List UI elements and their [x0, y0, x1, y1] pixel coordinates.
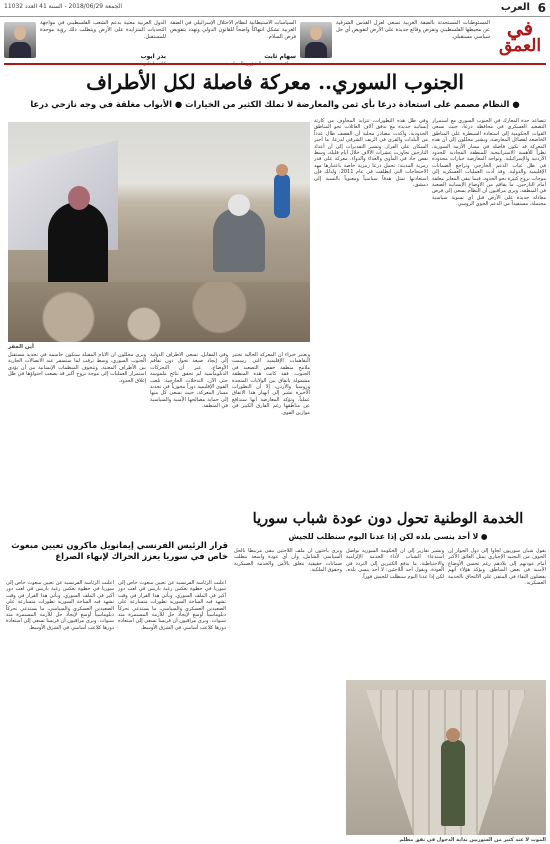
- author-portrait: [4, 22, 36, 58]
- story2-photo: [346, 680, 546, 835]
- story2-column-3: ويرى باحثون أن ملف اللاجئين يبقى مرتبطاً بالحل السياسي الشامل، وأن أي عودة واسعة تتطلب ضمانات حقيقية تتعلق بالأمن والخدمة العسكرية وحقوق الملكية.: [234, 548, 342, 574]
- top-block-2: [168, 18, 332, 62]
- issue-line: الجمعة 2018/06/29 - السنة 41 العدد 11032: [4, 3, 122, 10]
- page-number: 6: [537, 1, 546, 15]
- side-story: [6, 540, 228, 574]
- story2-photo-caption: الموت لا عند كثير من السوريين بداية الدخول في نفق مظلم: [399, 837, 546, 843]
- side-headline: قرار الرئيس الفرنسي إيمانويل ماكرون تعيين مبعوث خاص في سوريا يعزز الحراك لإنهاء الصراع: [11, 540, 228, 561]
- story2-column-2: وتشير تقارير إلى أن الحكومة السورية تواصل استدعاء الشباب لأداء الخدمة الإلزامية والاحتياطية، ما يدفع الكثيرين إلى التردد في العودة. ويقول أحد اللاجئين: لا أحد ينسى بلده، لكن إذا عدنا اليوم سنطلب للجيش فوراً.: [346, 548, 444, 580]
- top-block-text: السياسات الاستيطانية لنظام الاحتلال الإسرائيلي في الضفة الغربية تشكل انتهاكاً واضحاً للقانون الدولي وتهدد بتقويض فرص السلام.: [170, 20, 296, 40]
- article-column-3: ويعتبر خبراء أن المعركة الحالية تختبر التفاهمات الإقليمية التي رسمت ملامح منطقة خفض التصعيد في الجنوب. فقد كانت هذه المنطقة مشمولة باتفاق بين الولايات المتحدة وروسيا والأردن، إلا أن التطورات الأخيرة تشير إلى انهيار هذا الاتفاق عملياً. وتؤكد المعارضة أنها ستدافع عن مناطقها رغم الفارق الكبير في موازين القوى.: [232, 352, 310, 416]
- photo-child: [274, 174, 290, 218]
- article-column-2: وفي ظل هذه التطورات، تتزايد المخاوف من كارثة إنسانية جديدة مع تدفق آلاف العائلات نحو المناطق الحدودية. وأكدت مصادر محلية أن القصف طال عدداً من البلدات والقرى في الريف الشرقي لدرعا، ما أجبر السكان على الفرار. وتشير التقديرات إلى أن أعداد النازحين تجاوزت عشرات الآلاف خلال أيام قليلة، وسط نقص حاد في المأوى والغذاء والدواء. معركة على قدر رمزية المدينة: تحمل درعا رمزية خاصة باعتبارها مهد الاحتجاجات التي انطلقت في عام 2011، ولذلك فإن استعادتها تمثل هدفاً سياسياً ومعنوياً بالنسبة إلى دمشق.: [314, 118, 428, 189]
- article-column-1: تتصاعد حدة المعارك في الجنوب السوري مع استمرار التصعيد العسكري في محافظة درعا، حيث تسعى القوات الحكومية إلى استعادة السيطرة على المناطق الخاضعة لفصائل المعارضة. ويشير محللون إلى أن هذه المعركة قد تكون فاصلة في مسار الأزمة السورية، نظراً للأهمية الاستراتيجية للمنطقة المحاذية للحدود الأردنية والإسرائيلية. وتواجه المعارضة خيارات محدودة في ظل غياب الدعم الخارجي وتراجع الضمانات الإقليمية والدولية. وقد أدت العمليات العسكرية إلى موجات نزوح كبيرة نحو الحدود، فيما تبقى المعابر مغلقة أمام النازحين، ما يفاقم من الأوضاع الإنسانية الصعبة في المنطقة. ويرى مراقبون أن النظام يسعى إلى فرض معادلة جديدة على الأرض قبل أي تسوية سياسية محتملة، مستفيداً من الدعم الجوي الروسي.: [432, 118, 546, 208]
- top-block-text: الدول العربية معنية بدعم الشعب الفلسطيني في مواجهة التحديات المتزايدة على الأرض ويتطلب ذلك رؤية موحدة للمستقبل.: [40, 20, 166, 40]
- top-columns: [4, 18, 490, 62]
- story2-headline: الخدمة الوطنية تحول دون عودة شباب سوريا: [252, 510, 524, 527]
- photo-man: [213, 208, 265, 272]
- top-block-3: [4, 18, 166, 62]
- section-logo: [496, 18, 544, 55]
- side-column-2: أعلنت الرئاسة الفرنسية عن تعيين مبعوث خاص إلى سوريا في خطوة تعكس رغبة باريس في لعب دور أكبر في الملف السوري. ويأتي هذا القرار في وقت تشهد فيه الساحة السورية تطورات متسارعة على الصعيدين العسكري والسياسي، ما يستدعي تحركاً دبلوماسياً أوسع لإيجاد حل للأزمة المستمرة منذ سنوات. ويرى مراقبون أن فرنسا تسعى إلى استعادة دورها كلاعب أساسي في الشرق الأوسط.: [6, 580, 114, 631]
- photo-caption: أين المفر: [8, 344, 34, 350]
- photo-soldier-head: [446, 728, 460, 742]
- story2-subhead: ● لا أحد ينسى بلده لكن إذا عدنا اليوم سنطلب للجيش: [288, 532, 488, 541]
- photo-woman-head: [68, 186, 90, 210]
- section-logo-line2: العمق: [498, 36, 542, 56]
- section-logo-line1: في: [506, 16, 534, 40]
- article-column-5: ويرى محللون أن الأيام المقبلة ستكون حاسمة في تحديد مستقبل الجنوب السوري، وسط ترقب لما ستسفر عنه الاتصالات الجارية بين الأطراف المعنية. وتتخوف المنظمات الإنسانية من أن يؤدي استمرار العمليات إلى موجة نزوح أكبر قد يصعب احتواؤها في ظل إغلاق الحدود.: [8, 352, 146, 384]
- main-subhead: ● النظام مصمم على استعادة درعا بأي ثمن والمعارضة لا تملك الكثير من الخيارات ● الأبواب مغلقة في وجه نازحي درعا: [30, 99, 520, 109]
- photo-man-head: [228, 194, 250, 216]
- article-column-4: وفي المقابل، تسعى الأطراف الدولية إلى إيجاد صيغة تحول دون تفاقم الأوضاع، غير أن التحركات الدبلوماسية لم تحقق نتائج ملموسة حتى الآن. التدخلات الخارجية: تلعب القوى الإقليمية دوراً محورياً في تحديد مسار المعركة، حيث تسعى كل منها إلى حماية مصالحها الأمنية والسياسية في المنطقة.: [150, 352, 228, 410]
- top-bar: [0, 0, 550, 17]
- side-column-1: أعلنت الرئاسة الفرنسية عن تعيين مبعوث خاص إلى سوريا في خطوة تعكس رغبة باريس في لعب دور أكبر في الملف السوري. ويأتي هذا القرار في وقت تشهد فيه الساحة السورية تطورات متسارعة على الصعيدين العسكري والسياسي، ما يستدعي تحركاً دبلوماسياً أوسع لإيجاد حل للأزمة المستمرة منذ سنوات. ويرى مراقبون أن فرنسا تسعى إلى استعادة دورها كلاعب أساسي في الشرق الأوسط.: [118, 580, 226, 631]
- story2-column-1: يقول شبان سوريون لجأوا إلى دول الجوار إن الخوف من التجنيد الإجباري يمثل العائق الأكبر أمام عودتهم إلى بلادهم رغم تحسن الأوضاع الأمنية في بعض المناطق. ويؤكد هؤلاء أنهم يفضلون البقاء في المنفى على الالتحاق بالخدمة العسكرية.: [448, 548, 546, 587]
- top-block-text: المستوطنات المستحدثة بالضفة الغربية تسعى لعزل القدس الشرقية عن محيطها الفلسطيني وتفرض وقائع جديدة على الأرض لتقويض أي حل سياسي مستقبلي.: [336, 20, 490, 40]
- red-rule: [4, 63, 546, 65]
- author-portrait: [300, 22, 332, 58]
- author-name: سهام ثابت: [264, 53, 296, 60]
- photo-rocks: [8, 282, 310, 342]
- photo-child-head: [276, 164, 288, 176]
- main-headline: الجنوب السوري.. معركة فاصلة لكل الأطراف: [86, 70, 464, 94]
- main-photo: [8, 122, 310, 342]
- top-block-1: [334, 18, 490, 62]
- photo-soldier: [441, 740, 465, 826]
- masthead: العرب: [500, 2, 530, 13]
- author-name: بدر ايوب: [140, 53, 166, 60]
